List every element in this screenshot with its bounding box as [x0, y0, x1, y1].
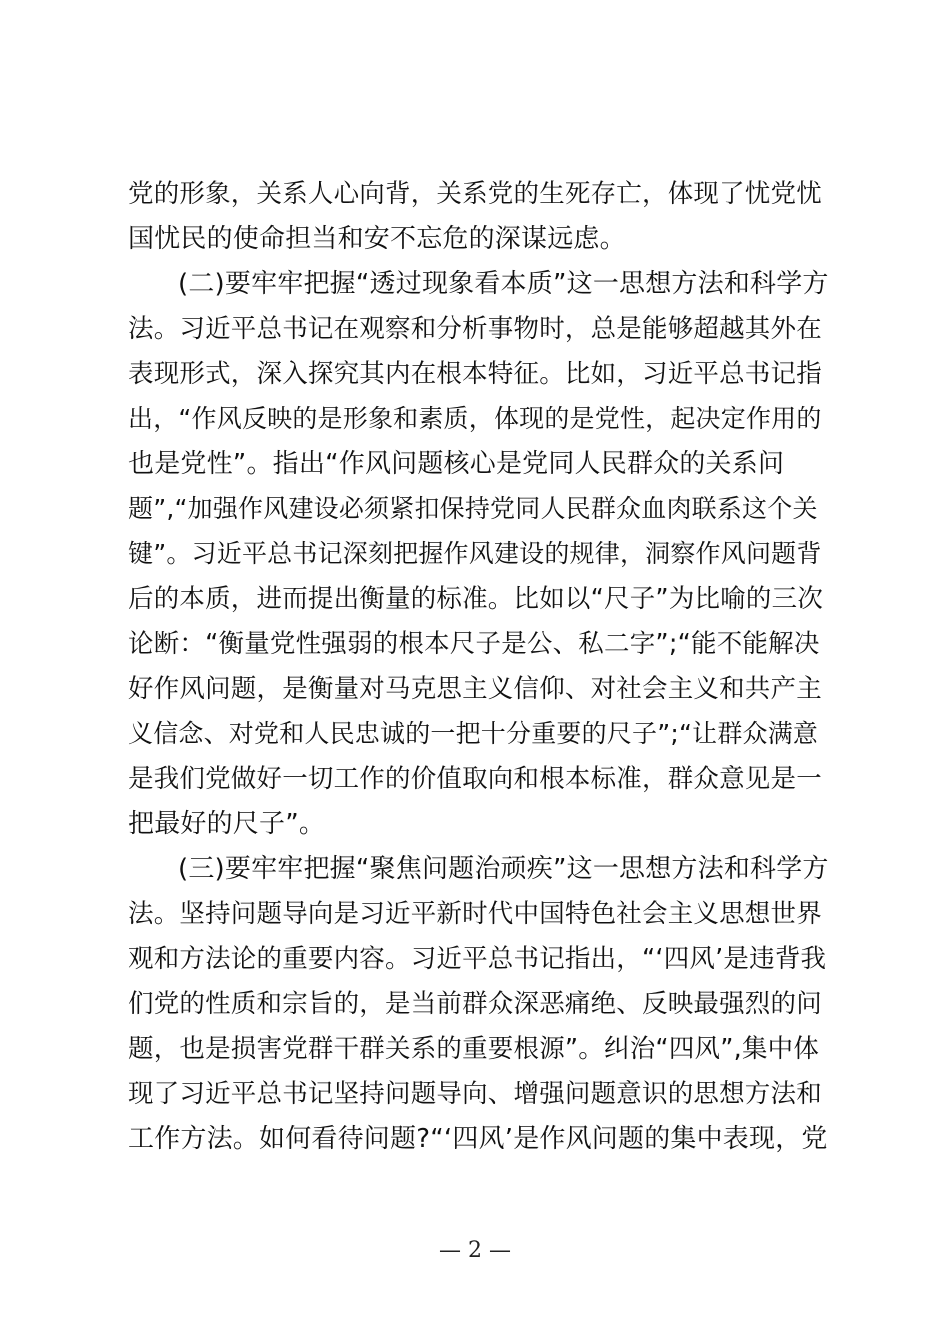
text-line: 现了习近平总书记坚持问题导向、增强问题意识的思想方法和: [128, 1079, 822, 1109]
text-line: 题”,“加强作风建设必须紧扣保持党同人民群众血肉联系这个关: [128, 494, 818, 523]
section-heading-line: (二)要牢牢把握“透过现象看本质”这一思想方法和科学方: [178, 269, 829, 299]
text-line: 义信念、对党和人民忠诚的一把十分重要的尺子”;“让群众满意: [128, 719, 819, 748]
text-line: 把最好的尺子”。: [128, 809, 326, 839]
text-line: 观和方法论的重要内容。习近平总书记指出，“‘四风’是违背我: [128, 944, 827, 974]
text-line: 键”。习近平总书记深刻把握作风建设的规律，洞察作风问题背: [128, 539, 822, 568]
text-line: 们党的性质和宗旨的，是当前群众深恶痛绝、反映最强烈的问: [128, 989, 822, 1019]
page-number: — 2 —: [439, 1238, 511, 1263]
text-line: 好作风问题，是衡量对马克思主义信仰、对社会主义和共产主: [128, 674, 822, 704]
text-line: 法。习近平总书记在观察和分析事物时，总是能够超越其外在: [128, 314, 822, 344]
text-line: 国忧民的使命担当和安不忘危的深谋远虑。: [128, 224, 626, 254]
text-line: 题，也是损害党群干群关系的重要根源”。纠治“四风”,集中体: [128, 1034, 820, 1064]
text-line: 党的形象，关系人心向背，关系党的生死存亡，体现了忧党忧: [128, 179, 822, 209]
text-line: 表现形式，深入探究其内在根本特征。比如，习近平总书记指: [128, 359, 822, 389]
text-line: 后的本质，进而提出衡量的标准。比如以“尺子”为比喻的三次: [128, 584, 824, 614]
text-line: 也是党性”。指出“作风问题核心是党同人民群众的关系问: [128, 449, 785, 479]
text-line: 出，“作风反映的是形象和素质，体现的是党性，起决定作用的: [128, 404, 822, 433]
text-line: 工作方法。如何看待问题?“‘四风’是作风问题的集中表现，党: [128, 1124, 828, 1154]
text-line: 法。坚持问题导向是习近平新时代中国特色社会主义思想世界: [128, 899, 822, 929]
text-line: 论断：“衡量党性强弱的根本尺子是公、私二字”;“能不能解决: [128, 629, 820, 659]
text-line: 是我们党做好一切工作的价值取向和根本标准，群众意见是一: [128, 764, 822, 794]
section-heading-line: (三)要牢牢把握“聚焦问题治顽疾”这一思想方法和科学方: [178, 854, 829, 884]
